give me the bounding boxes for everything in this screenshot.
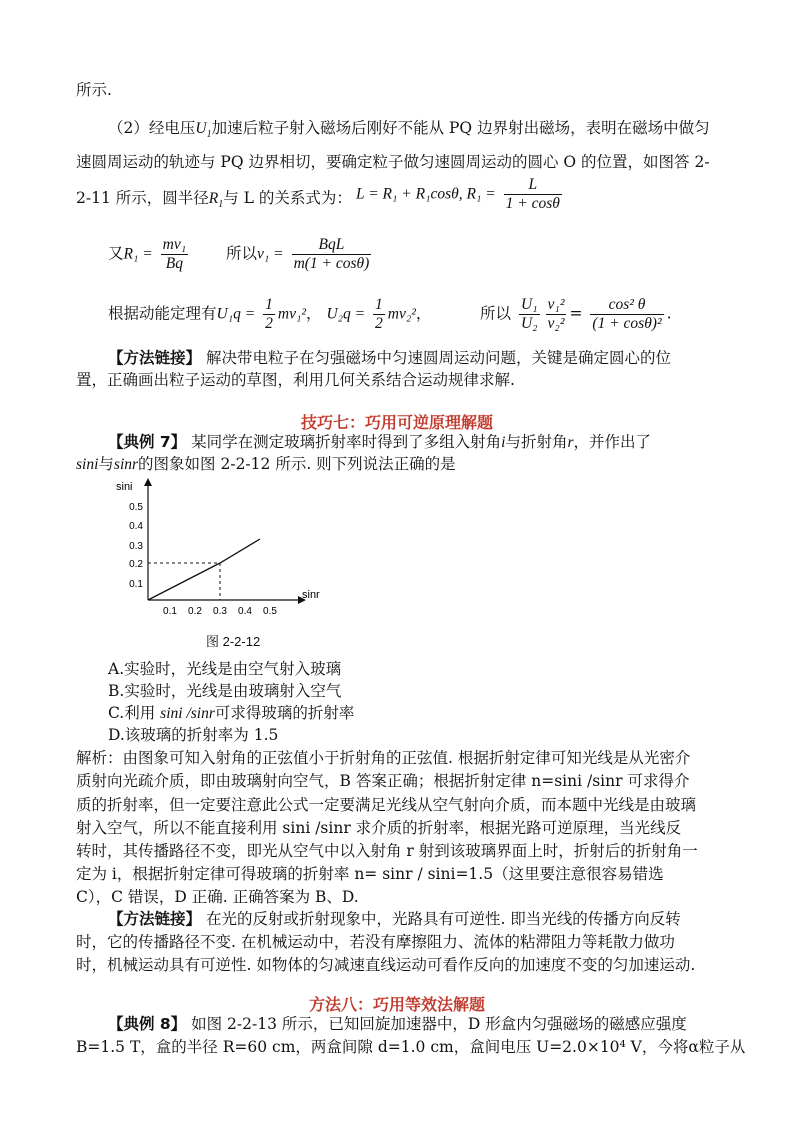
text-run: ，	[415, 304, 432, 323]
option-b: B.实验时，光线是由玻璃射入空气	[108, 682, 342, 700]
formula-r1	[108, 236, 191, 273]
text-run: 加速后粒子射入磁场后刚好不能从 PQ 边界射出磁场，表明在磁场中做匀	[211, 119, 710, 137]
math-u1: $U_1$	[195, 120, 212, 141]
example-7-line	[76, 454, 456, 475]
text-run: 又	[108, 244, 124, 263]
fraction	[546, 296, 567, 333]
formula-l-relation	[356, 176, 565, 213]
x-tick-label: 0.5	[263, 606, 277, 617]
tag-label: 【方法链接】	[108, 349, 202, 367]
method-link-2	[108, 909, 681, 929]
analysis-line: 射入空气，所以不能直接利用 sini /sinr 求介质的折射率，根据光路可逆原理，当光线反	[76, 819, 682, 837]
math-r1: $R_1$	[208, 190, 224, 211]
text-run: 与 L 的关系式为：	[223, 189, 352, 207]
tag-label: 【典例 7】	[108, 433, 187, 451]
fraction-denominator: U₂	[520, 315, 538, 332]
option-d: D.该玻璃的折射率为 1.5	[108, 726, 279, 744]
text-run: ，	[305, 304, 322, 323]
text-run: 在光的反射或折射现象中，光路具有可逆性. 即当光线的传播方向反转	[201, 910, 681, 928]
text-run: 可求得玻璃的折射率	[214, 704, 355, 722]
y-tick-label: 0.1	[129, 579, 143, 590]
paragraph-line: 速圆周运动的轨迹与 PQ 边界相切，要确定粒子做匀速圆周运动的圆心 O 的位置，如图答 2-	[76, 153, 710, 171]
fraction	[292, 236, 372, 273]
formula-text: v₁ =	[257, 245, 284, 263]
fraction-numerator: mv₁	[162, 236, 187, 253]
fraction-numerator: 1	[375, 296, 383, 313]
y-tick-label: 0.2	[129, 559, 143, 570]
figure-caption: 图 2-2-12	[206, 634, 261, 649]
sini-sinr-chart	[108, 478, 348, 648]
y-axis-label: sini	[116, 481, 133, 493]
y-tick-label: 0.4	[129, 521, 143, 532]
data-line	[148, 539, 260, 600]
analysis-line: 转时，其传播路径不变，即光从空气中以入射角 r 射到该玻璃界面上时，折射后的折射角一	[76, 842, 698, 860]
analysis-line: 质射向光疏介质，即由玻璃射向空气，B 答案正确；根据折射定律 n=sini /sinr 可求得介	[76, 772, 690, 790]
text-run: sinr	[113, 456, 139, 473]
fraction-denominator: v₂²	[547, 315, 565, 332]
x-tick-label: 0.2	[188, 606, 202, 617]
analysis-line: C），C 错误，D 正确. 正确答案为 B、D.	[76, 888, 359, 906]
text-run: i	[501, 434, 506, 451]
text-run: （2）经电压	[108, 119, 196, 137]
paragraph-line: 时，机械运动具有可逆性. 如物体的匀减速直线运动可看作反向的加速度不变的匀加速运动.	[76, 956, 696, 974]
text-run: 与	[98, 455, 114, 473]
section-heading-7: 技巧七：巧用可逆原理解题	[300, 413, 493, 432]
text-run: 所以	[226, 244, 258, 263]
example-8-line: B=1.5 T，盒的半径 R=60 cm，两盒间隙 d=1.0 cm，盒间电压 U=2.0×10⁴ V，今将α粒子从	[76, 1038, 746, 1056]
paragraph-line: 时，它的传播路径不变. 在机械运动中，若没有摩擦阻力、流体的粘滞阻力等耗散力做功	[76, 933, 675, 951]
fraction	[161, 236, 188, 273]
chart-svg	[108, 478, 348, 628]
x-tick-label: 0.4	[238, 606, 252, 617]
fraction-denominator: 2	[265, 315, 273, 332]
option-a: A.实验时，光线是由空气射入玻璃	[108, 660, 342, 678]
text-run: 如图 2-2-13 所示，已知回旋加速器中，D 形盒内匀强磁场的磁感应强度	[186, 1015, 687, 1033]
x-axis-label: sinr	[302, 589, 320, 601]
fraction-denominator: (1 + cosθ)²	[592, 315, 662, 332]
text-run: 解决带电粒子在匀强磁场中匀速圆周运动问题，关键是确定圆心的位	[201, 349, 671, 367]
formula-kinetic-energy	[108, 296, 431, 333]
y-axis-arrow	[144, 478, 152, 486]
formula-text: mv₂²	[387, 305, 416, 323]
fraction-denominator: m(1 + cosθ)	[293, 255, 370, 272]
analysis-line: 定为 i，根据折射定律可得玻璃的折射率 n= sinr / sini=1.5（这里要注意很容易错选	[76, 865, 664, 883]
text-run: 某同学在测定玻璃折射率时得到了多组入射角	[186, 433, 502, 451]
text-run: 的图象如图 2-2-12 所示. 则下列说法正确的是	[138, 455, 456, 473]
paragraph-line: 所示.	[76, 81, 112, 99]
formula-text: U₂q =	[326, 305, 366, 323]
example-8-line	[108, 1014, 687, 1034]
tag-label: 【典例 8】	[108, 1015, 187, 1033]
paragraph-line	[76, 188, 352, 215]
fraction	[590, 296, 663, 333]
text-run: =	[569, 304, 583, 323]
fraction-denominator: 1 + cosθ	[505, 195, 560, 212]
paragraph-line	[108, 118, 710, 145]
fraction	[263, 296, 275, 333]
y-tick-label: 0.3	[129, 541, 143, 552]
fraction-numerator: v₁²	[547, 296, 565, 313]
fraction-denominator: Bq	[165, 255, 183, 272]
text-run: 所以	[480, 304, 512, 323]
analysis-line: 解析：由图象可知入射角的正弦值小于折射角的正弦值. 根据折射定律可知光线是从光密介	[76, 749, 691, 767]
text-run: ，并作出了	[573, 433, 652, 451]
fraction-numerator: cos² θ	[590, 296, 663, 315]
fraction-numerator: 1	[265, 296, 273, 313]
tag-label: 【方法链接】	[108, 910, 202, 928]
fraction-denominator: 2	[375, 315, 383, 332]
text-run: .	[666, 304, 672, 323]
fraction-numerator: L	[504, 176, 562, 195]
example-7-line	[108, 432, 651, 453]
fraction-numerator: BqL	[292, 236, 372, 255]
fraction	[504, 176, 562, 213]
text-run: 根据动能定理有	[108, 304, 217, 323]
x-tick-label: 0.1	[163, 606, 177, 617]
formula-voltage-ratio	[480, 296, 672, 333]
text-run: 2-11 所示，圆半径	[76, 189, 209, 207]
option-c	[108, 703, 354, 724]
paragraph-line: 置，正确画出粒子运动的草图，利用几何关系结合运动规律求解.	[76, 371, 515, 389]
text-run: sini	[76, 456, 99, 473]
analysis-line: 质的折射率，但一定要注意此公式一定要满足光线从空气射向介质，而本题中光线是由玻璃	[76, 796, 697, 814]
y-tick-label: 0.5	[129, 502, 143, 513]
text-run: r	[567, 434, 574, 451]
formula-text: mv₁²	[277, 305, 306, 323]
x-tick-label: 0.3	[213, 606, 227, 617]
fraction-numerator: U₁	[520, 296, 538, 313]
section-heading-8: 方法八：巧用等效法解题	[308, 995, 485, 1014]
fraction	[373, 296, 385, 333]
formula-text: U₁q =	[216, 305, 256, 323]
text-run: C.利用	[108, 704, 161, 722]
formula-text: L = R₁ + R₁cosθ, R₁ =	[356, 185, 496, 203]
fraction	[519, 296, 540, 333]
text-run: sini /sinr	[160, 705, 215, 722]
formula-text: R₁ =	[123, 245, 153, 263]
method-link-1	[108, 348, 671, 368]
formula-v1	[226, 236, 374, 273]
text-run: 与折射角	[505, 433, 568, 451]
